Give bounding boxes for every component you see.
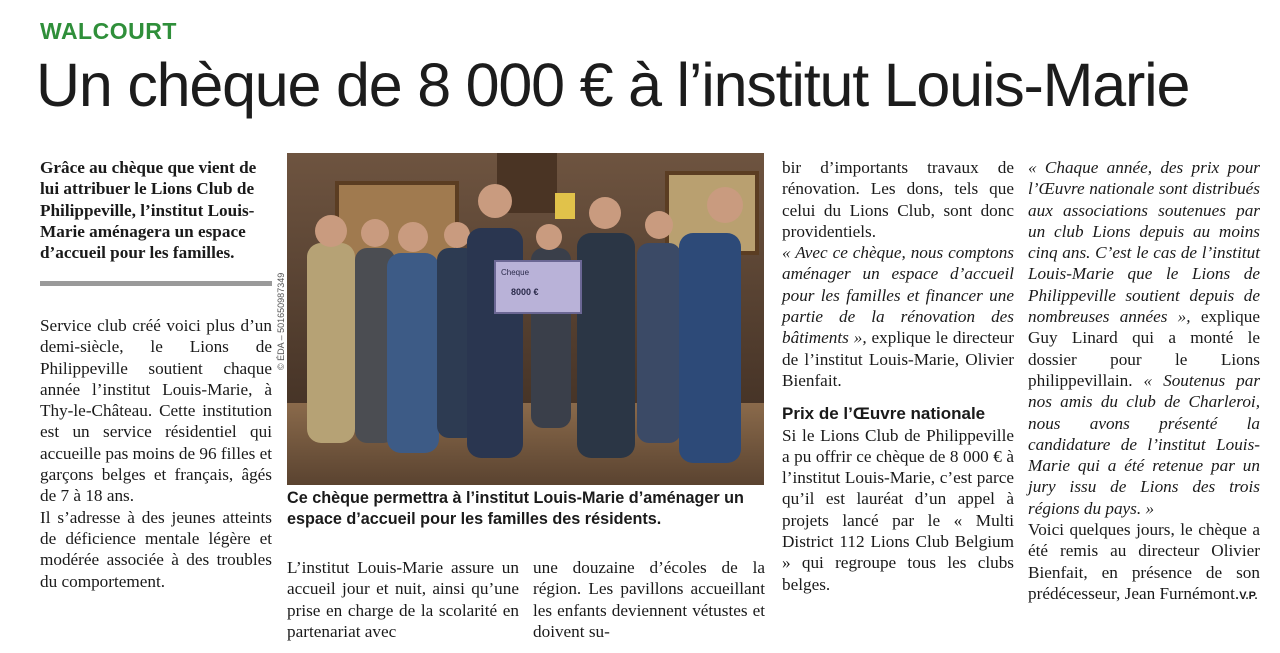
section-rubric: WALCOURT — [40, 18, 177, 44]
paragraph — [1028, 519, 1260, 607]
quote: « Soutenus par nos amis du club de Charleroi, nous avons présenté la candidature de l’institut Louis-Marie qui a été retenue par un jury issu de Lions des trois régions du pays. » — [1028, 370, 1261, 518]
attribution: explique Guy Linard qui a monté le dossier pour le Lions philippevillain. — [1028, 307, 1261, 390]
column-3 — [533, 557, 765, 642]
paragraph: une douzaine d’écoles de la région. Les pavillons accueillant les enfants deviennent vétustes et doivent su- — [533, 558, 765, 641]
article-lead: Grâce au chèque que vient de lui attribuer le Lions Club de Philippeville, l’institut Louis-Marie aménagera un espace d’accueil pour les familles. — [40, 158, 257, 263]
column-2 — [287, 557, 519, 642]
column-4 — [782, 157, 1014, 595]
quote: « Avec ce chèque, nous comptons aménager un espace d’accueil pour les familles et financer une partie de la rénovation des bâtiments », — [782, 243, 1014, 348]
photo-credit: © ÉDA – 501650987349 — [276, 272, 286, 370]
section-subhead: Prix de l’Œuvre nationale — [782, 404, 986, 424]
paragraph: Il s’adresse à des jeunes atteints de déficience mentale légère et modérée associée à des troubles du comportement. — [40, 507, 272, 591]
group-photo-illustration — [287, 153, 764, 485]
paragraph: bir d’importants travaux de rénovation. Les dons, tels que celui du Lions Club, sont donc providentiels. — [782, 158, 1014, 241]
quote: « Chaque année, des prix pour l’Œuvre nationale sont distribués aux associations soutenues par un club Lions depuis au moins cinq ans. C’est le cas de l’institut Louis-Marie que le Lions de Philippeville soutient depuis de nombreuses années », — [1028, 158, 1260, 327]
paragraph: Si le Lions Club de Philippeville a pu offrir ce chèque de 8 000 € à l’institut Louis-Marie, c’est parce qu’il est lauréat d’un appel à projets lancé par le « Multi District 112 Lions Club Belgium » qui regroupe tous les clubs belges. — [782, 425, 1014, 594]
column-5 — [1028, 157, 1260, 607]
photo-caption: Ce chèque permettra à l’institut Louis-Marie d’aménager un espace d’accueil pour les familles des résidents. — [287, 489, 744, 528]
article-headline: Un chèque de 8 000 € à l’institut Louis-Marie — [36, 51, 1190, 119]
cheque-amount: 8000 € — [511, 287, 539, 297]
lead-divider — [40, 281, 272, 286]
column-1 — [40, 315, 272, 592]
quote-paragraph — [1028, 157, 1260, 519]
closing-text: Voici quelques jours, le chèque a été remis au directeur Olivier Bienfait, en présence de son prédécesseur, Jean Furnémont. — [1028, 520, 1260, 603]
author-signature: V.P. — [1239, 589, 1258, 602]
paragraph: Service club créé voici plus d’un demi-siècle, le Lions de Philippeville soutient chaque année l’institut Louis-Marie, à Thy-le-Château. Cette institution est un service résidentiel qui accueille pas moins de 96 filles et garçons belges et français, âgés de 7 à 18 ans. — [40, 316, 272, 506]
article-photo — [287, 153, 764, 485]
paragraph: L’institut Louis-Marie assure un accueil jour et nuit, ainsi qu’une prise en charge de la scolarité en partenariat avec — [287, 558, 519, 641]
quote-paragraph — [782, 242, 1014, 391]
cheque-title: Cheque — [501, 268, 530, 277]
attribution: explique le directeur de l’institut Louis-Marie, Olivier Bienfait. — [782, 328, 1014, 390]
